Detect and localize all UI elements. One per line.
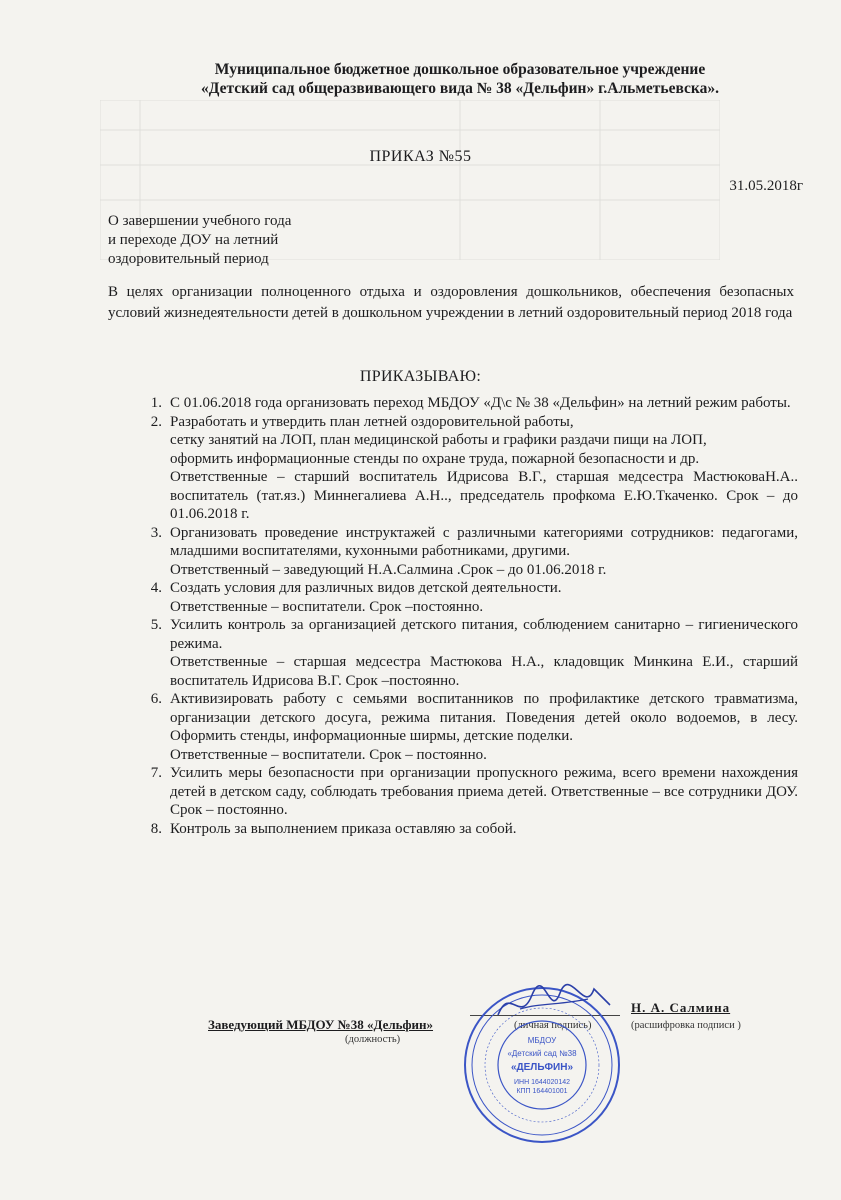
order-subject [108, 212, 348, 269]
order-item-line: Ответственный – заведующий Н.А.Салмина .Срок – до 01.06.2018 г. [170, 561, 607, 578]
order-item-line: Организовать проведение инструктажей с различными категориями сотрудников: педагогами, младшими воспитателями, кухонными работниками, другими. [170, 524, 798, 559]
order-item-body [170, 764, 798, 820]
seal-name: «Детский сад №38 [507, 1049, 577, 1058]
order-item-body [170, 394, 798, 413]
order-item-line: Контроль за выполнением приказа оставляю за собой. [170, 820, 517, 837]
order-item-body [170, 413, 798, 524]
order-items-list [108, 394, 798, 838]
signer-name-caption: (расшифровка подписи ) [631, 1020, 741, 1031]
signer-position: Заведующий МБДОУ №38 «Дельфин» [208, 1017, 434, 1032]
order-item-number: 4. [150, 580, 162, 596]
signer-name: Н. А. Салмина [631, 1000, 731, 1015]
signature-caption: (личная подпись) [514, 1020, 592, 1031]
order-item [108, 764, 798, 820]
institution-header [110, 60, 810, 98]
order-item-line: Ответственные – воспитатели. Срок – постоянно. [170, 746, 487, 763]
order-item-number: 6. [150, 691, 162, 707]
order-item-body [170, 616, 798, 690]
order-item-number: 8. [150, 820, 162, 837]
order-item [108, 820, 798, 839]
header-line-2: «Детский сад общеразвивающего вида № 38 «Дельфин» г.Альметьевска». [200, 80, 719, 97]
seal-inn: ИНН 1644020142 [513, 1079, 571, 1086]
order-item-line: Усилить меры безопасности при организации пропускного режима, всего времени нахождения детей в детском саду, соблюдать требования приема детей. Ответственные – все сотрудники ДОУ. Срок – постоянно. [170, 765, 798, 818]
order-item-line: Ответственные – старший воспитатель Идрисова В.Г., старшая медсестра МастюковаН.А.. воспитатель (тат.яз.) Миннегалиева А.Н.., председатель профкома Е.Ю.Ткаченко. Срок – до 01.06.2018 г. [170, 469, 798, 522]
order-item-body [170, 690, 798, 764]
subject-line: О завершении учебного года [108, 213, 292, 229]
order-item-line: Усилить контроль за организацией детского питания, соблюдением санитарно – гигиенического режима. [170, 617, 798, 652]
position-caption: (должность) [345, 1034, 401, 1045]
order-item-number: 7. [150, 765, 162, 781]
order-item [108, 394, 798, 413]
order-date: 31.05.2018г [729, 178, 803, 194]
order-title: ПРИКАЗ №55 [369, 148, 472, 165]
subject-line: и переходе ДОУ на летний [108, 232, 279, 248]
order-item-line: оформить информационные стенды по охране труда, пожарной безопасности и др. [170, 450, 700, 467]
seal-brand: «ДЕЛЬФИН» [510, 1062, 574, 1073]
order-item-body [170, 524, 798, 580]
order-item-line: Разработать и утвердить план летней оздоровительной работы, [170, 413, 574, 430]
order-item-body [170, 820, 798, 839]
subject-line: оздоровительный период [108, 251, 269, 267]
seal-kpp: КПП 164401001 [516, 1088, 568, 1095]
order-item-line: сетку занятий на ЛОП, план медицинской работы и графики раздачи пищи на ЛОП, [170, 432, 707, 448]
order-item-line: Активизировать работу с семьями воспитанников по профилактике детского травматизма, организации детского досуга, режима питания. Поведения детей около водоемов, в лесу. Оформить стенды, информационные ширмы, детские поделки. [170, 691, 798, 744]
order-item-number: 5. [150, 617, 162, 633]
order-item-number: 3. [150, 524, 162, 541]
order-item-number: 2. [150, 413, 162, 430]
handwritten-signature [490, 975, 620, 1035]
order-item [108, 616, 798, 690]
order-item-line: Создать условия для различных видов детской деятельности. [170, 580, 562, 596]
order-item [108, 579, 798, 616]
order-item-body [170, 579, 798, 616]
order-item [108, 690, 798, 764]
order-item-line: Ответственные – старшая медсестра Мастюкова Н.А., кладовщик Минкина Е.И., старший воспитатель Идрисова В.Г. Срок –постоянно. [170, 654, 798, 689]
header-line-1: Муниципальное бюджетное дошкольное образовательное учреждение [214, 61, 706, 78]
seal-org: МБДОУ [527, 1036, 557, 1045]
order-item-line: С 01.06.2018 года организовать переход МБДОУ «Д\с № 38 «Дельфин» на летний режим работы. [170, 395, 791, 411]
order-item [108, 413, 798, 524]
preamble-text: В целях организации полноценного отдыха и оздоровления дошкольников, обеспечения безопасных условий жизнедеятельности детей в дошкольном учреждении в летний оздоровительный период 2018 года [108, 284, 794, 321]
order-word: ПРИКАЗЫВАЮ: [359, 368, 482, 385]
order-item-number: 1. [150, 395, 162, 411]
order-item-line: Ответственные – воспитатели. Срок –постоянно. [170, 598, 484, 615]
order-item [108, 524, 798, 580]
